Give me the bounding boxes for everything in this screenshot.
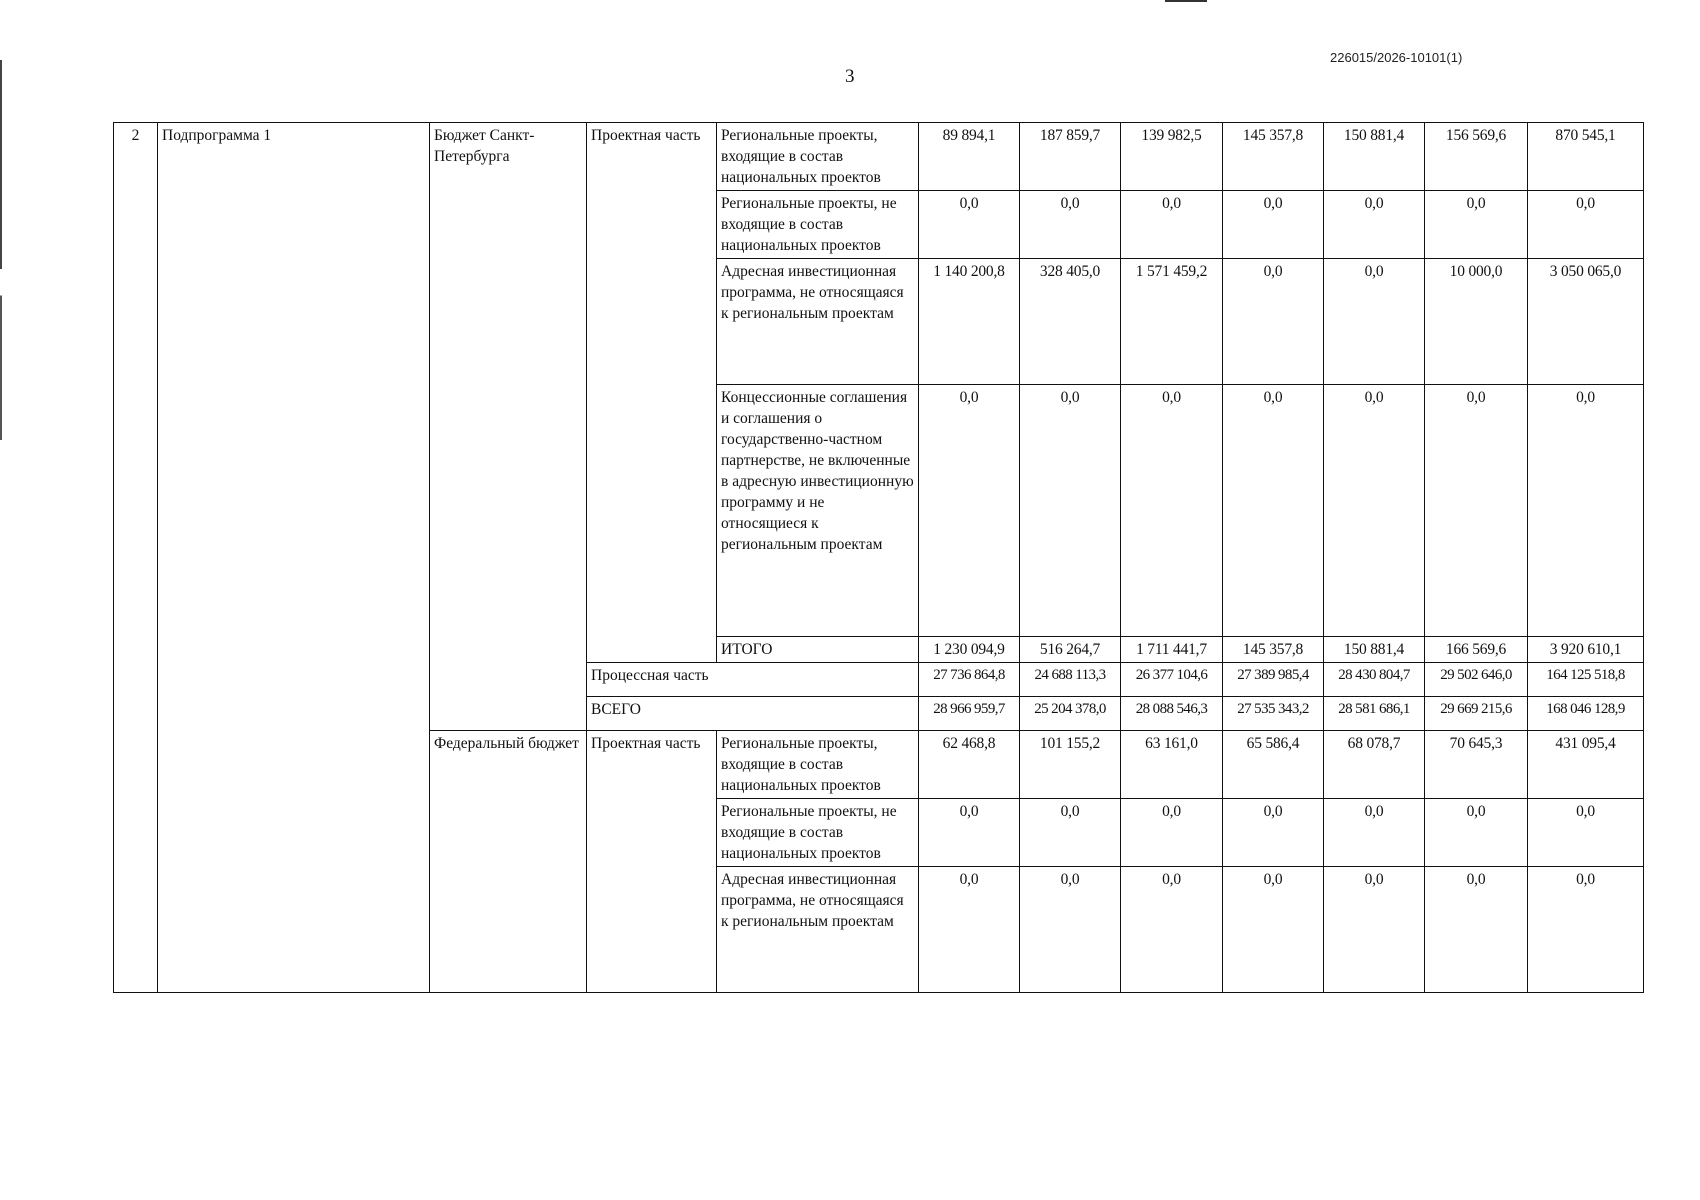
value-cell: 65 586,4 bbox=[1223, 731, 1324, 799]
value-cell: 166 569,6 bbox=[1425, 637, 1528, 663]
value-cell: 0,0 bbox=[1528, 867, 1644, 993]
value-cell: 27 535 343,2 bbox=[1223, 697, 1324, 731]
value-cell: 0,0 bbox=[1223, 867, 1324, 993]
value-cell: 1 230 094,9 bbox=[919, 637, 1020, 663]
value-cell: 63 161,0 bbox=[1121, 731, 1223, 799]
value-cell: 10 000,0 bbox=[1425, 259, 1528, 385]
value-cell: 139 982,5 bbox=[1121, 123, 1223, 191]
value-cell: 0,0 bbox=[1324, 259, 1425, 385]
table-row bbox=[114, 123, 1644, 191]
value-cell: 150 881,4 bbox=[1324, 637, 1425, 663]
value-cell: 187 859,7 bbox=[1020, 123, 1121, 191]
value-cell: 0,0 bbox=[1223, 191, 1324, 259]
value-cell: 156 569,6 bbox=[1425, 123, 1528, 191]
value-cell: 0,0 bbox=[1425, 385, 1528, 637]
subprogram-cell: Подпрограмма 1 bbox=[158, 123, 430, 993]
value-cell: 1 140 200,8 bbox=[919, 259, 1020, 385]
value-cell: 516 264,7 bbox=[1020, 637, 1121, 663]
value-cell: 28 430 804,7 bbox=[1324, 663, 1425, 697]
funding-source-cell: Бюджет Санкт-Петербурга bbox=[430, 123, 587, 731]
value-cell: 0,0 bbox=[1324, 867, 1425, 993]
value-cell: 145 357,8 bbox=[1223, 123, 1324, 191]
scan-binding-line bbox=[0, 60, 2, 440]
value-cell: 28 088 546,3 bbox=[1121, 697, 1223, 731]
value-cell: 1 571 459,2 bbox=[1121, 259, 1223, 385]
value-cell: 29 669 215,6 bbox=[1425, 697, 1528, 731]
value-cell: 0,0 bbox=[1223, 259, 1324, 385]
process-part-cell: Процессная часть bbox=[587, 663, 919, 697]
value-cell: 0,0 bbox=[1020, 867, 1121, 993]
row-label-cell: Региональные проекты, входящие в состав национальных проектов bbox=[717, 123, 919, 191]
total-label-cell: ВСЕГО bbox=[587, 697, 919, 731]
page-number: 3 bbox=[845, 66, 855, 87]
value-cell: 26 377 104,6 bbox=[1121, 663, 1223, 697]
top-edge-mark bbox=[1165, 0, 1207, 2]
value-cell: 0,0 bbox=[919, 191, 1020, 259]
value-cell: 29 502 646,0 bbox=[1425, 663, 1528, 697]
value-cell: 0,0 bbox=[1121, 191, 1223, 259]
value-cell: 70 645,3 bbox=[1425, 731, 1528, 799]
value-cell: 0,0 bbox=[1020, 191, 1121, 259]
project-part-cell: Проектная часть bbox=[587, 123, 717, 663]
value-cell: 145 357,8 bbox=[1223, 637, 1324, 663]
value-cell: 0,0 bbox=[1121, 385, 1223, 637]
value-cell: 328 405,0 bbox=[1020, 259, 1121, 385]
itogo-label-cell: ИТОГО bbox=[717, 637, 919, 663]
value-cell: 0,0 bbox=[919, 385, 1020, 637]
row-label-cell: Адресная инвестиционная программа, не относящаяся к региональным проектам bbox=[717, 867, 919, 993]
value-cell: 164 125 518,8 bbox=[1528, 663, 1644, 697]
value-cell: 0,0 bbox=[1020, 799, 1121, 867]
value-cell: 62 468,8 bbox=[919, 731, 1020, 799]
value-cell: 28 966 959,7 bbox=[919, 697, 1020, 731]
funding-source-cell: Федеральный бюджет bbox=[430, 731, 587, 993]
value-cell: 68 078,7 bbox=[1324, 731, 1425, 799]
value-cell: 25 204 378,0 bbox=[1020, 697, 1121, 731]
value-cell: 0,0 bbox=[1528, 799, 1644, 867]
row-label-cell: Адресная инвестиционная программа, не относящаяся к региональным проектам bbox=[717, 259, 919, 385]
value-cell: 0,0 bbox=[1324, 385, 1425, 637]
value-cell: 0,0 bbox=[1528, 385, 1644, 637]
value-cell: 0,0 bbox=[1324, 799, 1425, 867]
value-cell: 150 881,4 bbox=[1324, 123, 1425, 191]
project-part-cell: Проектная часть bbox=[587, 731, 717, 993]
row-label-cell: Региональные проекты, не входящие в состав национальных проектов bbox=[717, 799, 919, 867]
budget-table bbox=[113, 122, 1644, 993]
value-cell: 0,0 bbox=[1223, 799, 1324, 867]
value-cell: 0,0 bbox=[1121, 799, 1223, 867]
value-cell: 0,0 bbox=[1324, 191, 1425, 259]
value-cell: 101 155,2 bbox=[1020, 731, 1121, 799]
value-cell: 28 581 686,1 bbox=[1324, 697, 1425, 731]
value-cell: 0,0 bbox=[1425, 867, 1528, 993]
value-cell: 3 050 065,0 bbox=[1528, 259, 1644, 385]
row-label-cell: Региональные проекты, входящие в состав национальных проектов bbox=[717, 731, 919, 799]
value-cell: 27 736 864,8 bbox=[919, 663, 1020, 697]
document-id: 226015/2026-10101(1) bbox=[1330, 50, 1463, 65]
value-cell: 0,0 bbox=[1223, 385, 1324, 637]
value-cell: 0,0 bbox=[1121, 867, 1223, 993]
row-label-cell: Региональные проекты, не входящие в состав национальных проектов bbox=[717, 191, 919, 259]
value-cell: 870 545,1 bbox=[1528, 123, 1644, 191]
value-cell: 27 389 985,4 bbox=[1223, 663, 1324, 697]
value-cell: 0,0 bbox=[1425, 799, 1528, 867]
row-number-cell: 2 bbox=[114, 123, 158, 993]
value-cell: 3 920 610,1 bbox=[1528, 637, 1644, 663]
value-cell: 89 894,1 bbox=[919, 123, 1020, 191]
value-cell: 24 688 113,3 bbox=[1020, 663, 1121, 697]
value-cell: 1 711 441,7 bbox=[1121, 637, 1223, 663]
value-cell: 168 046 128,9 bbox=[1528, 697, 1644, 731]
value-cell: 0,0 bbox=[1020, 385, 1121, 637]
value-cell: 0,0 bbox=[919, 799, 1020, 867]
value-cell: 0,0 bbox=[1425, 191, 1528, 259]
value-cell: 431 095,4 bbox=[1528, 731, 1644, 799]
row-label-cell: Концессионные соглашения и соглашения о государственно-частном партнерстве, не включенные в адресную инвестиционную программу и не относящиеся к региональным проектам bbox=[717, 385, 919, 637]
value-cell: 0,0 bbox=[1528, 191, 1644, 259]
value-cell: 0,0 bbox=[919, 867, 1020, 993]
